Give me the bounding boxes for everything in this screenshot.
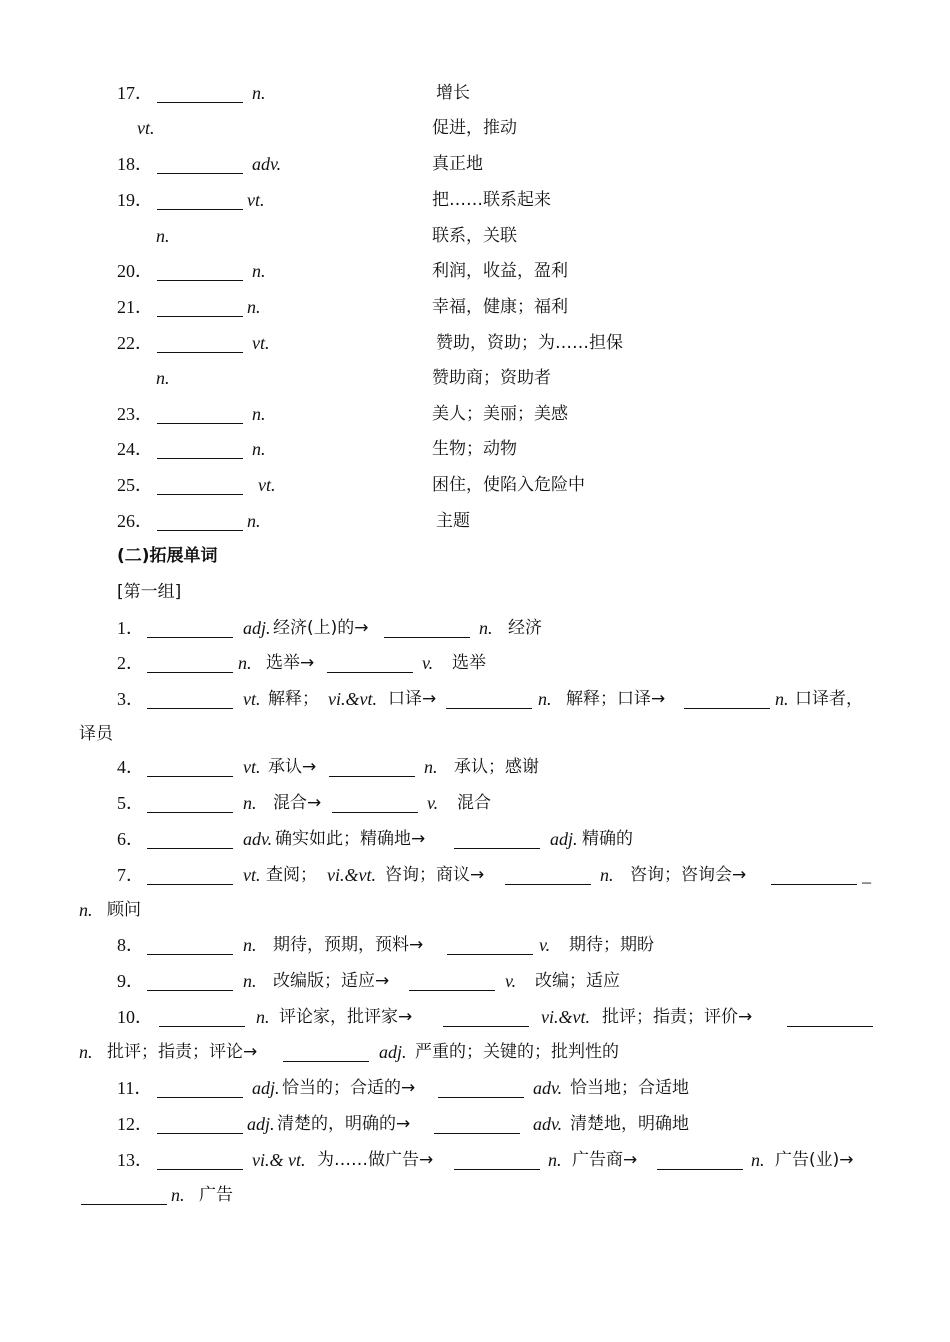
item-number: 23．: [117, 404, 153, 424]
answer-blank[interactable]: [157, 80, 243, 103]
meaning: 清楚的，明确的→: [277, 1114, 411, 1134]
part-of-speech: adj.: [243, 618, 271, 638]
part-of-speech: adv.: [243, 829, 273, 849]
answer-blank[interactable]: [157, 258, 243, 281]
answer-blank[interactable]: [157, 401, 243, 424]
meaning: 混合: [457, 793, 491, 813]
vocab-row: [0, 396, 950, 432]
answer-blank[interactable]: [434, 1111, 520, 1134]
answer-blank[interactable]: [443, 1004, 529, 1027]
meaning: 幸福，健康；福利: [432, 297, 568, 317]
part-of-speech: n.: [79, 900, 93, 920]
part-of-speech: vi.& vt.: [252, 1150, 306, 1170]
part-of-speech: vt.: [137, 118, 155, 138]
meaning: 口译者，: [795, 689, 863, 709]
answer-blank[interactable]: [157, 187, 243, 210]
part-of-speech: n.: [424, 757, 438, 777]
meaning: 查阅；: [266, 865, 317, 885]
item-number: 4．: [117, 757, 144, 777]
item-number: 17．: [117, 83, 153, 103]
part-of-speech: vt.: [243, 865, 261, 885]
answer-blank[interactable]: [157, 1147, 243, 1170]
item-number: 7．: [117, 865, 144, 885]
part-of-speech: adj.: [550, 829, 578, 849]
meaning: 改编；适应: [535, 971, 620, 991]
part-of-speech: vi.&vt.: [541, 1007, 590, 1027]
ext-word-continuation: [0, 1177, 950, 1213]
answer-blank[interactable]: [147, 932, 233, 955]
ext-word-continuation: [0, 716, 950, 752]
meaning: 美人；美丽；美感: [432, 404, 568, 424]
meaning: 困住，使陷入危险中: [432, 475, 585, 495]
item-number: 8．: [117, 935, 144, 955]
meaning: 顾问: [107, 900, 141, 920]
answer-blank[interactable]: [684, 686, 770, 709]
meaning: 增长: [436, 83, 470, 103]
answer-blank[interactable]: [81, 1182, 167, 1205]
part-of-speech: adj.: [252, 1078, 280, 1098]
ext-word-row: [0, 963, 950, 999]
meaning: 经济: [508, 618, 542, 638]
answer-blank[interactable]: [157, 294, 243, 317]
answer-blank[interactable]: [454, 826, 540, 849]
meaning: 恰当地；合适地: [570, 1078, 689, 1098]
answer-blank[interactable]: [157, 1075, 243, 1098]
answer-blank[interactable]: [159, 1004, 245, 1027]
ext-word-row: [0, 681, 950, 717]
part-of-speech: n.: [243, 935, 257, 955]
part-of-speech: adv.: [533, 1078, 563, 1098]
part-of-speech: adv.: [533, 1114, 563, 1134]
answer-blank[interactable]: [327, 650, 413, 673]
meaning: 咨询；咨询会→: [630, 865, 747, 885]
answer-blank[interactable]: [332, 790, 418, 813]
ext-word-row: [0, 1070, 950, 1106]
answer-blank[interactable]: [147, 968, 233, 991]
part-of-speech: n.: [243, 971, 257, 991]
item-number: 11．: [117, 1078, 153, 1098]
ext-word-row: [0, 927, 950, 963]
meaning: 咨询；商议→: [385, 865, 485, 885]
answer-blank[interactable]: [505, 862, 591, 885]
part-of-speech: n.: [252, 83, 266, 103]
item-number: 19．: [117, 190, 153, 210]
vocab-row: [0, 182, 950, 218]
ext-word-row: [0, 785, 950, 821]
answer-blank[interactable]: [147, 826, 233, 849]
ext-word-row: [0, 645, 950, 681]
part-of-speech: v.: [422, 653, 434, 673]
vocab-row: [0, 253, 950, 289]
meaning: 联系，关联: [432, 226, 517, 246]
item-number: 13．: [117, 1150, 153, 1170]
part-of-speech: vt.: [252, 333, 270, 353]
answer-blank[interactable]: [787, 1004, 873, 1027]
vocab-row: [0, 110, 950, 146]
section-heading-row: [0, 538, 950, 574]
answer-blank[interactable]: [157, 151, 243, 174]
meaning: 经济(上)的→: [273, 618, 369, 638]
answer-blank[interactable]: [657, 1147, 743, 1170]
answer-blank[interactable]: [283, 1039, 369, 1062]
item-number: 10．: [117, 1007, 153, 1027]
part-of-speech: adv.: [252, 154, 282, 174]
part-of-speech: n.: [600, 865, 614, 885]
ext-word-continuation: [0, 1034, 950, 1070]
answer-blank[interactable]: [157, 436, 243, 459]
item-number: 26．: [117, 511, 153, 531]
part-of-speech: n.: [238, 653, 252, 673]
part-of-speech: n.: [156, 226, 170, 246]
vocab-row: [0, 431, 950, 467]
section-title: (二)拓展单词: [117, 546, 218, 566]
meaning: 批评；指责；评论→: [107, 1042, 258, 1062]
meaning: 确实如此；精确地→: [275, 829, 426, 849]
ext-word-continuation: [0, 892, 950, 928]
answer-blank[interactable]: [446, 686, 532, 709]
meaning: 真正地: [432, 154, 483, 174]
meaning: 把……联系起来: [432, 190, 551, 210]
vocab-row: [0, 325, 950, 361]
meaning: 混合→: [273, 793, 322, 813]
part-of-speech: n.: [252, 404, 266, 424]
answer-blank[interactable]: [454, 1147, 540, 1170]
group-title: [第一组]: [117, 582, 182, 602]
vocab-row: [0, 218, 950, 254]
answer-blank[interactable]: [157, 508, 243, 531]
meaning: 选举: [452, 653, 486, 673]
answer-blank[interactable]: [147, 686, 233, 709]
part-of-speech: n.: [156, 368, 170, 388]
meaning: 为……做广告→: [317, 1150, 434, 1170]
answer-blank[interactable]: [147, 754, 233, 777]
meaning: 广告(业)→: [775, 1150, 854, 1170]
meaning: 解释；口译→: [566, 689, 666, 709]
meaning: 批评；指责；评价→: [602, 1007, 753, 1027]
part-of-speech: vi.&vt.: [328, 689, 377, 709]
part-of-speech: n.: [548, 1150, 562, 1170]
item-number: 22．: [117, 333, 153, 353]
vocab-row: [0, 467, 950, 503]
ext-word-row: [0, 821, 950, 857]
meaning: 精确的: [582, 829, 633, 849]
meaning: 严重的；关键的；批判性的: [415, 1042, 619, 1062]
answer-blank[interactable]: [771, 862, 857, 885]
vocab-row: [0, 146, 950, 182]
item-number: 9．: [117, 971, 144, 991]
answer-blank[interactable]: [384, 615, 470, 638]
meaning: 期待；期盼: [569, 935, 654, 955]
item-number: 12．: [117, 1114, 153, 1134]
part-of-speech: n.: [252, 439, 266, 459]
meaning: 口译→: [388, 689, 437, 709]
part-of-speech: v.: [539, 935, 551, 955]
meaning: 选举→: [266, 653, 315, 673]
ext-word-row: [0, 857, 950, 893]
answer-blank[interactable]: [409, 968, 495, 991]
meaning: 承认→: [268, 757, 317, 777]
vocab-row: [0, 75, 950, 111]
part-of-speech: n.: [79, 1042, 93, 1062]
group-heading-row: [0, 574, 950, 610]
item-number: 20．: [117, 261, 153, 281]
part-of-speech: n.: [538, 689, 552, 709]
meaning: 清楚地，明确地: [570, 1114, 689, 1134]
underscore: _: [862, 865, 871, 885]
ext-word-row: [0, 749, 950, 785]
part-of-speech: vt.: [258, 475, 276, 495]
ext-word-row: [0, 1142, 950, 1178]
meaning: 译员: [79, 724, 113, 744]
meaning: 广告: [199, 1185, 233, 1205]
meaning: 利润，收益，盈利: [432, 261, 568, 281]
part-of-speech: n.: [256, 1007, 270, 1027]
part-of-speech: n.: [171, 1185, 185, 1205]
part-of-speech: n.: [479, 618, 493, 638]
meaning: 承认；感谢: [454, 757, 539, 777]
meaning: 生物；动物: [432, 439, 517, 459]
part-of-speech: n.: [243, 793, 257, 813]
part-of-speech: n.: [775, 689, 789, 709]
part-of-speech: n.: [252, 261, 266, 281]
vocab-row: [0, 289, 950, 325]
part-of-speech: vt.: [247, 190, 265, 210]
part-of-speech: adj.: [379, 1042, 407, 1062]
meaning: 评论家，批评家→: [279, 1007, 413, 1027]
item-number: 2．: [117, 653, 144, 673]
part-of-speech: v.: [427, 793, 439, 813]
part-of-speech: v.: [505, 971, 517, 991]
meaning: 恰当的；合适的→: [282, 1078, 416, 1098]
item-number: 21．: [117, 297, 153, 317]
meaning: 促进，推动: [432, 118, 517, 138]
answer-blank[interactable]: [438, 1075, 524, 1098]
answer-blank[interactable]: [447, 932, 533, 955]
item-number: 25．: [117, 475, 153, 495]
meaning: 期待，预期，预料→: [273, 935, 424, 955]
part-of-speech: vi.&vt.: [327, 865, 376, 885]
meaning: 赞助商；资助者: [432, 368, 551, 388]
answer-blank[interactable]: [147, 790, 233, 813]
part-of-speech: n.: [247, 511, 261, 531]
ext-word-row: [0, 999, 950, 1035]
ext-word-row: [0, 1106, 950, 1142]
answer-blank[interactable]: [147, 615, 233, 638]
ext-word-row: [0, 610, 950, 646]
answer-blank[interactable]: [157, 472, 243, 495]
part-of-speech: adj.: [247, 1114, 275, 1134]
part-of-speech: vt.: [243, 689, 261, 709]
meaning: 解释；: [268, 689, 319, 709]
item-number: 3．: [117, 689, 144, 709]
answer-blank[interactable]: [157, 330, 243, 353]
meaning: 改编版；适应→: [273, 971, 390, 991]
item-number: 1．: [117, 618, 144, 638]
answer-blank[interactable]: [147, 650, 233, 673]
item-number: 24．: [117, 439, 153, 459]
vocab-row: [0, 360, 950, 396]
meaning: 主题: [436, 511, 470, 531]
answer-blank[interactable]: [147, 862, 233, 885]
answer-blank[interactable]: [157, 1111, 243, 1134]
item-number: 18．: [117, 154, 153, 174]
part-of-speech: n.: [247, 297, 261, 317]
answer-blank[interactable]: [329, 754, 415, 777]
part-of-speech: vt.: [243, 757, 261, 777]
item-number: 6．: [117, 829, 144, 849]
vocab-row: [0, 503, 950, 539]
item-number: 5．: [117, 793, 144, 813]
part-of-speech: n.: [751, 1150, 765, 1170]
meaning: 赞助，资助；为……担保: [436, 333, 623, 353]
meaning: 广告商→: [572, 1150, 638, 1170]
